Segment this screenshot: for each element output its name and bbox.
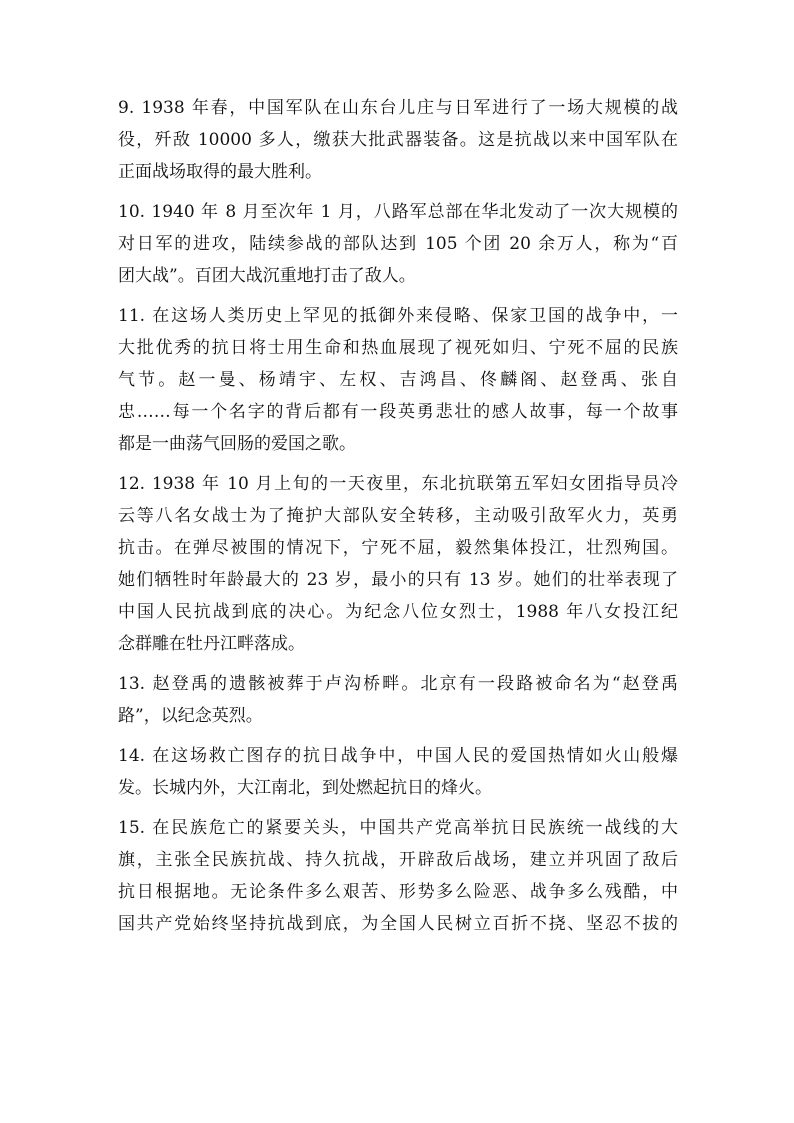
text-line: 正面战场取得的最大胜利。 (118, 162, 322, 182)
text-line: 都是一曲荡气回肠的爱国之歌。 (118, 434, 356, 454)
text-line: 9. 1938 年春，中国军队在山东台儿庄与日军进行了一场大规模的战 (118, 98, 678, 118)
text-line: 11. 在这场人类历史上罕见的抵御外来侵略、保家卫国的战争中，一 (118, 306, 678, 326)
text-line: 12. 1938 年 10 月上旬的一天夜里，东北抗联第五军妇女团指导员冷 (118, 474, 678, 494)
text-line: 气节。赵一曼、杨靖宇、左权、吉鸿昌、佟麟阁、赵登禹、张自 (118, 370, 678, 390)
text-line: 国共产党始终坚持抗战到底，为全国人民树立百折不挠、坚忍不拔的 (118, 914, 678, 934)
text-line: 大批优秀的抗日将士用生命和热血展现了视死如归、宁死不屈的民族 (118, 338, 678, 358)
text-line: 云等八名女战士为了掩护大部队安全转移，主动吸引敌军火力，英勇 (118, 506, 678, 526)
paragraph-9 (118, 92, 678, 188)
text-line: 役，歼敌 10000 多人，缴获大批武器装备。这是抗战以来中国军队在 (118, 130, 678, 150)
paragraph-13 (118, 668, 678, 732)
text-line: 念群雕在牡丹江畔落成。 (118, 634, 305, 654)
text-line: 14. 在这场救亡图存的抗日战争中，中国人民的爱国热情如火山般爆 (118, 746, 678, 766)
paragraph-14 (118, 740, 678, 804)
text-line: 她们牺牲时年龄最大的 23 岁，最小的只有 13 岁。她们的壮举表现了 (118, 570, 678, 590)
text-line: 抗击。在弹尽被围的情况下，宁死不屈，毅然集体投江，壮烈殉国。 (118, 538, 678, 558)
paragraph-10 (118, 196, 678, 292)
text-line: 路”，以纪念英烈。 (118, 706, 263, 726)
text-line: 发。长城内外，大江南北，到处燃起抗日的烽火。 (118, 778, 492, 798)
text-line: 旗，主张全民族抗战、持久抗战，开辟敌后战场，建立并巩固了敌后 (118, 850, 678, 870)
text-line: 忠……每一个名字的背后都有一段英勇悲壮的感人故事，每一个故事 (118, 402, 678, 422)
document-body (118, 92, 678, 940)
paragraph-12 (118, 468, 678, 660)
text-line: 中国人民抗战到底的决心。为纪念八位女烈士，1988 年八女投江纪 (118, 602, 678, 622)
text-line: 团大战”。百团大战沉重地打击了敌人。 (118, 266, 416, 286)
text-line: 10. 1940 年 8 月至次年 1 月，八路军总部在华北发动了一次大规模的 (118, 202, 678, 222)
paragraph-11 (118, 300, 678, 460)
paragraph-15 (118, 812, 678, 940)
text-line: 对日军的进攻，陆续参战的部队达到 105 个团 20 余万人，称为“百 (118, 234, 678, 254)
text-line: 抗日根据地。无论条件多么艰苦、形势多么险恶、战争多么残酷，中 (118, 882, 678, 902)
text-line: 15. 在民族危亡的紧要关头，中国共产党高举抗日民族统一战线的大 (118, 818, 678, 838)
text-line: 13. 赵登禹的遗骸被葬于卢沟桥畔。北京有一段路被命名为“赵登禹 (118, 674, 678, 694)
